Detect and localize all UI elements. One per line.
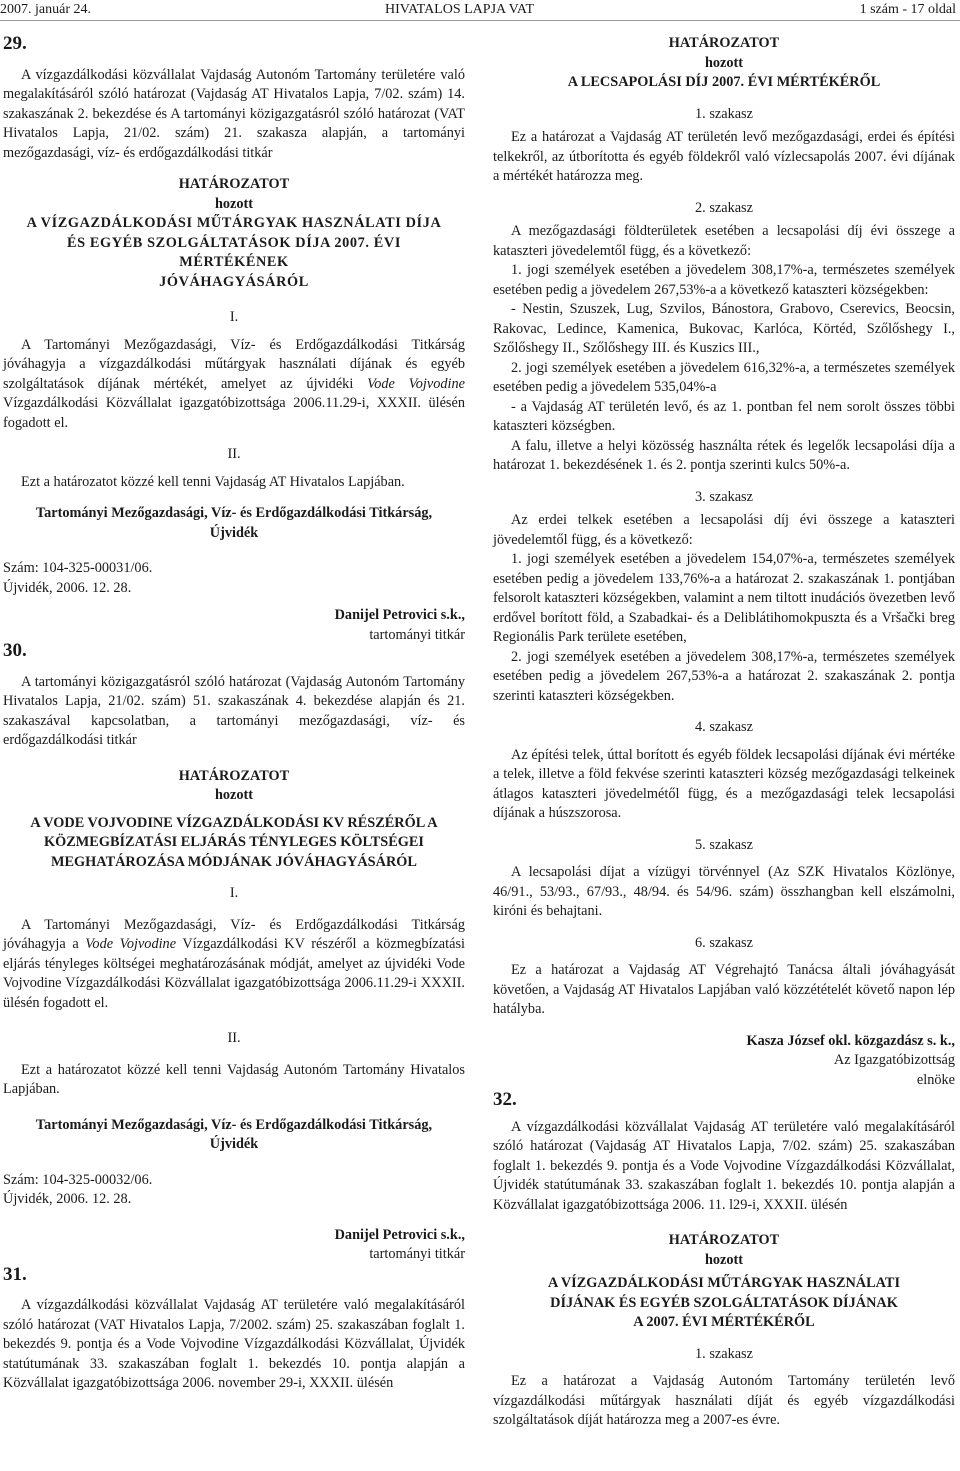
org-city: Újvidék [209,1136,259,1152]
section-number: I. [229,885,239,901]
paragraph: Ez a határozat a Vajdaság AT területén levő mezőgazdasági, erdei és építési telkekről, az útborította és egyéb földekről való vízlecsapolás 2007. évi díjának a mértékét határozza meg. [493,129,955,184]
paragraph: Az erdei telkek esetében a lecsapolási díj évi összege a kataszteri jövedelemtől függ, és a következő: [493,512,955,548]
paragraph: A falu, illetve a helyi közösség használta rétek és legelők lecsapolási díja a határozat 1. bekezdésének 1. és 2. pontja szerinti kulcs 50%-a. [493,437,955,473]
section-number: II. [227,1030,241,1046]
doc-title: JÓVÁHAGYÁSÁRÓL [159,273,309,290]
doc-number: 29. [3,33,27,54]
paragraph: A Tartományi Mezőgazdasági, Víz- és Erdőgazdálkodási Titkárság jóváhagyja a vízgazdálkodási műtárgyak használati díjának és egyéb szolgáltatások díjának mértékét, amelyet az újvidéki Vode Vojvodine Vízgazdálkodási Közvállalat igazgatóbizottsága 2006.11.29-i, XXXII. ülésén fogadott el. [3,336,465,431]
signer-role: tartományi titkár [369,626,465,643]
doc-title: A LECSAPOLÁSI DÍJ 2007. ÉVI MÉRTÉKÉRŐL [567,74,881,90]
doc-intro: A tartományi közigazgatásról szóló határozat (Vajdaság Autonóm Tartomány Hivatalos Lapja, 21/02. szám) 51. szakaszának 4. bekezdése alapján és 21. szakaszával kapcsolatban, a tartományi mezőgazdasági, víz- és erdőgazdálkodási titkár [3,673,465,748]
doc-heading: HATÁROZATOT [178,767,290,784]
doc-title: A VODE VOJVODINE VÍZGAZDÁLKODÁSI KV RÉSZÉRŐL A [30,814,438,831]
section-number: I. [229,309,239,325]
doc-heading: HATÁROZATOT [668,35,780,51]
paragraph: Az építési telek, úttal borított és egyéb földek lecsapolási díjának évi mértéke a telek, illetve a föld fekvése szerinti kataszteri község mezőgazdasági telkeinek átlagos kataszteri jövedelmétől függ, és a mezőgazdasági telek lecsapolási díjának a húszszorosa. [493,746,955,821]
doc-title: A VÍZGAZDÁLKODÁSI MŰTÁRGYAK HASZNÁLATI [547,1275,901,1291]
section-heading: 1. szakasz [695,105,753,122]
paragraph: 1. jogi személyek esetében a jövedelem 154,07%-a, természetes személyek esetében pedig a jövedelem 133,76%-a a határozat 2. szakaszának 1. pontjában felsorolt kataszteri községekben, valamint a nem tiltott inudációs övezetben levő erdővel borított föld, a Szabadkai- és a Deliblátihomokpuszta és a Vršački breg Regionális Park területe esetében, [493,551,955,645]
signer-name: Danijel Petrovici s.k., [334,1226,465,1243]
doc-hozott: hozott [214,787,254,803]
doc-title: ÉS EGYÉB SZOLGÁLTATÁSOK DÍJA 2007. ÉVI [67,234,401,251]
page-header [0,0,960,21]
section-heading: 6. szakasz [695,934,753,951]
doc-hozott: hozott [214,195,254,212]
left-column [3,34,465,1394]
paragraph: - Nestin, Szuszek, Lug, Szvilos, Bánostora, Grabovo, Cserevics, Beocsin, Rakovac, Ledince, Kamenica, Bukovac, Karlóca, Körtéd, Szőlőshegy I., Szőlőshegy II., Szőlőshegy III. és Kuszics III., [493,301,955,356]
doc-number: 31. [3,1263,27,1285]
paragraph: 1. jogi személyek esetében a jövedelem 308,17%-a, természetes személyek esetében pedig a jövedelem 267,53%-a a következő kataszteri községekben: [493,262,955,298]
doc-title: MÉRTÉKÉNEK [179,254,289,270]
doc-reference: Szám: 104-325-00031/06. [3,560,153,576]
doc-title: KÖZMEGBÍZATÁSI ELJÁRÁS TÉNYLEGES KÖLTSÉGEI [44,834,424,850]
doc-title: A 2007. ÉVI MÉRTÉKÉRŐL [633,1314,815,1330]
signer-role: elnöke [916,1071,955,1088]
right-column [493,34,955,1431]
signer-role: Az Igazgatóbizottság [833,1052,955,1068]
section-heading: 1. szakasz [695,1345,753,1362]
paragraph: Ez a határozat a Vajdaság AT Végrehajtó Tanácsa általi jóváhagyását követően, a Vajdaság AT Hivatalos Lapjában való közzétételét követő napon lép hatályba. [493,962,955,1017]
doc-title: MEGHATÁROZÁSA MÓDJÁNAK JÓVÁHAGYÁSÁRÓL [51,853,417,870]
doc-hozott: hozott [704,1251,744,1268]
paragraph: A Tartományi Mezőgazdasági, Víz- és Erdőgazdálkodási Titkárság jóváhagyja a Vode Vojvodine Vízgazdálkodási KV részéről a közmegbízatási eljárás tényleges költségei meghatározásának módját, amelyet az újvidéki Vode Vojvodine Vízgazdálkodási Közvállalat igazgatóbizottsága 2006.11.29-i XXXII. ülésén fogadott el. [3,916,465,1011]
doc-heading: HATÁROZATOT [668,1232,780,1248]
paragraph: A mezőgazdasági földterületek esetében a lecsapolási díj évi összege a kataszteri jövedelemtől függ, és a következő: [493,223,955,259]
doc-number: 32. [493,1089,517,1110]
header-date: 2007. január 24. [0,2,91,17]
org-city: Újvidék [209,524,259,541]
paragraph: Ezt a határozatot közzé kell tenni Vajdaság AT Hivatalos Lapjában. [21,473,405,490]
paragraph: Ez a határozat a Vajdaság Autonóm Tartomány területén levő vízgazdálkodási műtárgyak használati díját és egyéb vízgazdálkodási szolgáltatások díját határozza meg a 2007-es évre. [493,1373,955,1428]
paragraph: - a Vajdaság AT területén levő, és az 1. pontban fel nem sorolt összes többi kataszteri községben. [493,398,955,434]
header-title: HIVATALOS LAPJA VAT [385,2,535,17]
org-name: Tartományi Mezőgazdasági, Víz- és Erdőgazdálkodási Titkárság, [35,505,433,521]
paragraph: 2. jogi személyek esetében a jövedelem 616,32%-a, a természetes személyek esetében pedig a jövedelem 535,04%-a [493,359,955,395]
header-page: 1 szám - 17 oldal [859,2,956,17]
paragraph: A lecsapolási díjat a vízügyi törvénnyel (Az SZK Hivatalos Közlönye, 46/91., 53/93., 67/93., 48/94. és 54/96. szám) összhangban kell elszámolni, kiróni és behajtani. [493,864,955,919]
signer-name: Kasza József okl. közgazdász s. k., [746,1032,955,1049]
doc-hozott: hozott [704,54,744,71]
doc-date: Újvidék, 2006. 12. 28. [3,579,132,596]
doc-intro: A vízgazdálkodási közvállalat Vajdaság AT területére való megalakításáról szóló határozat (VAT Hivatalos Lapja, 7/2002. szám) 25. szakaszában foglalt 1. bekezdés 9. pontja és a Vode Vojvodine Vízgazdálkodási Közvállalat, Újvidék statútumának 33. szakaszában foglalt 1. bekezdés 10. pontja alapján a Közvállalat igazgatóbizottsága 2006. november 29-i, XXXII. ülésén [3,1297,465,1391]
signer-role: tartományi titkár [369,1246,465,1262]
doc-number: 30. [3,640,27,661]
signer-name: Danijel Petrovici s.k., [334,607,465,623]
section-heading: 3. szakasz [695,488,753,505]
section-heading: 5. szakasz [695,836,753,853]
section-number: II. [227,446,241,462]
doc-title: DÍJÁNAK ÉS EGYÉB SZOLGÁLTATÁSOK DÍJÁNAK [550,1294,898,1311]
org-name: Tartományi Mezőgazdasági, Víz- és Erdőgazdálkodási Titkárság, [35,1116,433,1133]
doc-title: A VÍZGAZDÁLKODÁSI MŰTÁRGYAK HASZNÁLATI DÍJA [26,215,442,231]
section-heading: 2. szakasz [695,199,753,216]
paragraph: 2. jogi személyek esetében a jövedelem 308,17%-a, természetes személyek esetében pedig a jövedelem 267,53%-a a határozat 2. szakaszának 2. pontja szerinti kataszteri községekben. [493,648,955,704]
doc-intro: A vízgazdálkodási közvállalat Vajdaság Autonóm Tartomány területére való megalakításáról szóló határozat (Vajdaság AT Hivatalos Lapja, 7/02. szám) 14. szakaszának 2. bekezdése és A tartományi közigazgatásról szóló határozat (VAT Hivatalos Lapja, 21/02. szám) 21. szakasza alapján, a tartományi mezőgazdasági, víz- és erdőgazdálkodási titkár [3,66,465,161]
paragraph: Ezt a határozatot közzé kell tenni Vajdaság Autonóm Tartomány Hivatalos Lapjában. [3,1061,465,1097]
doc-date: Újvidék, 2006. 12. 28. [3,1191,132,1207]
doc-heading: HATÁROZATOT [178,176,290,192]
section-heading: 4. szakasz [695,719,753,735]
doc-reference: Szám: 104-325-00032/06. [3,1171,153,1188]
doc-intro: A vízgazdálkodási közvállalat Vajdaság AT területére való megalakításáról szóló határozat (Vajdaság AT Hivatalos Lapja, 7/02. szám) 25. szakaszában foglalt 1. bekezdés 9. pontja és a Vode Vojvodine Vízgazdálkodási Közvállalat, Újvidék statútumának 33. szakaszában foglalt 1. bekezdés 10. pontja alapján a Közvállalat igazgatóbizottsága 2006. 11. l29-i, XXXII. ülésén [493,1118,955,1213]
